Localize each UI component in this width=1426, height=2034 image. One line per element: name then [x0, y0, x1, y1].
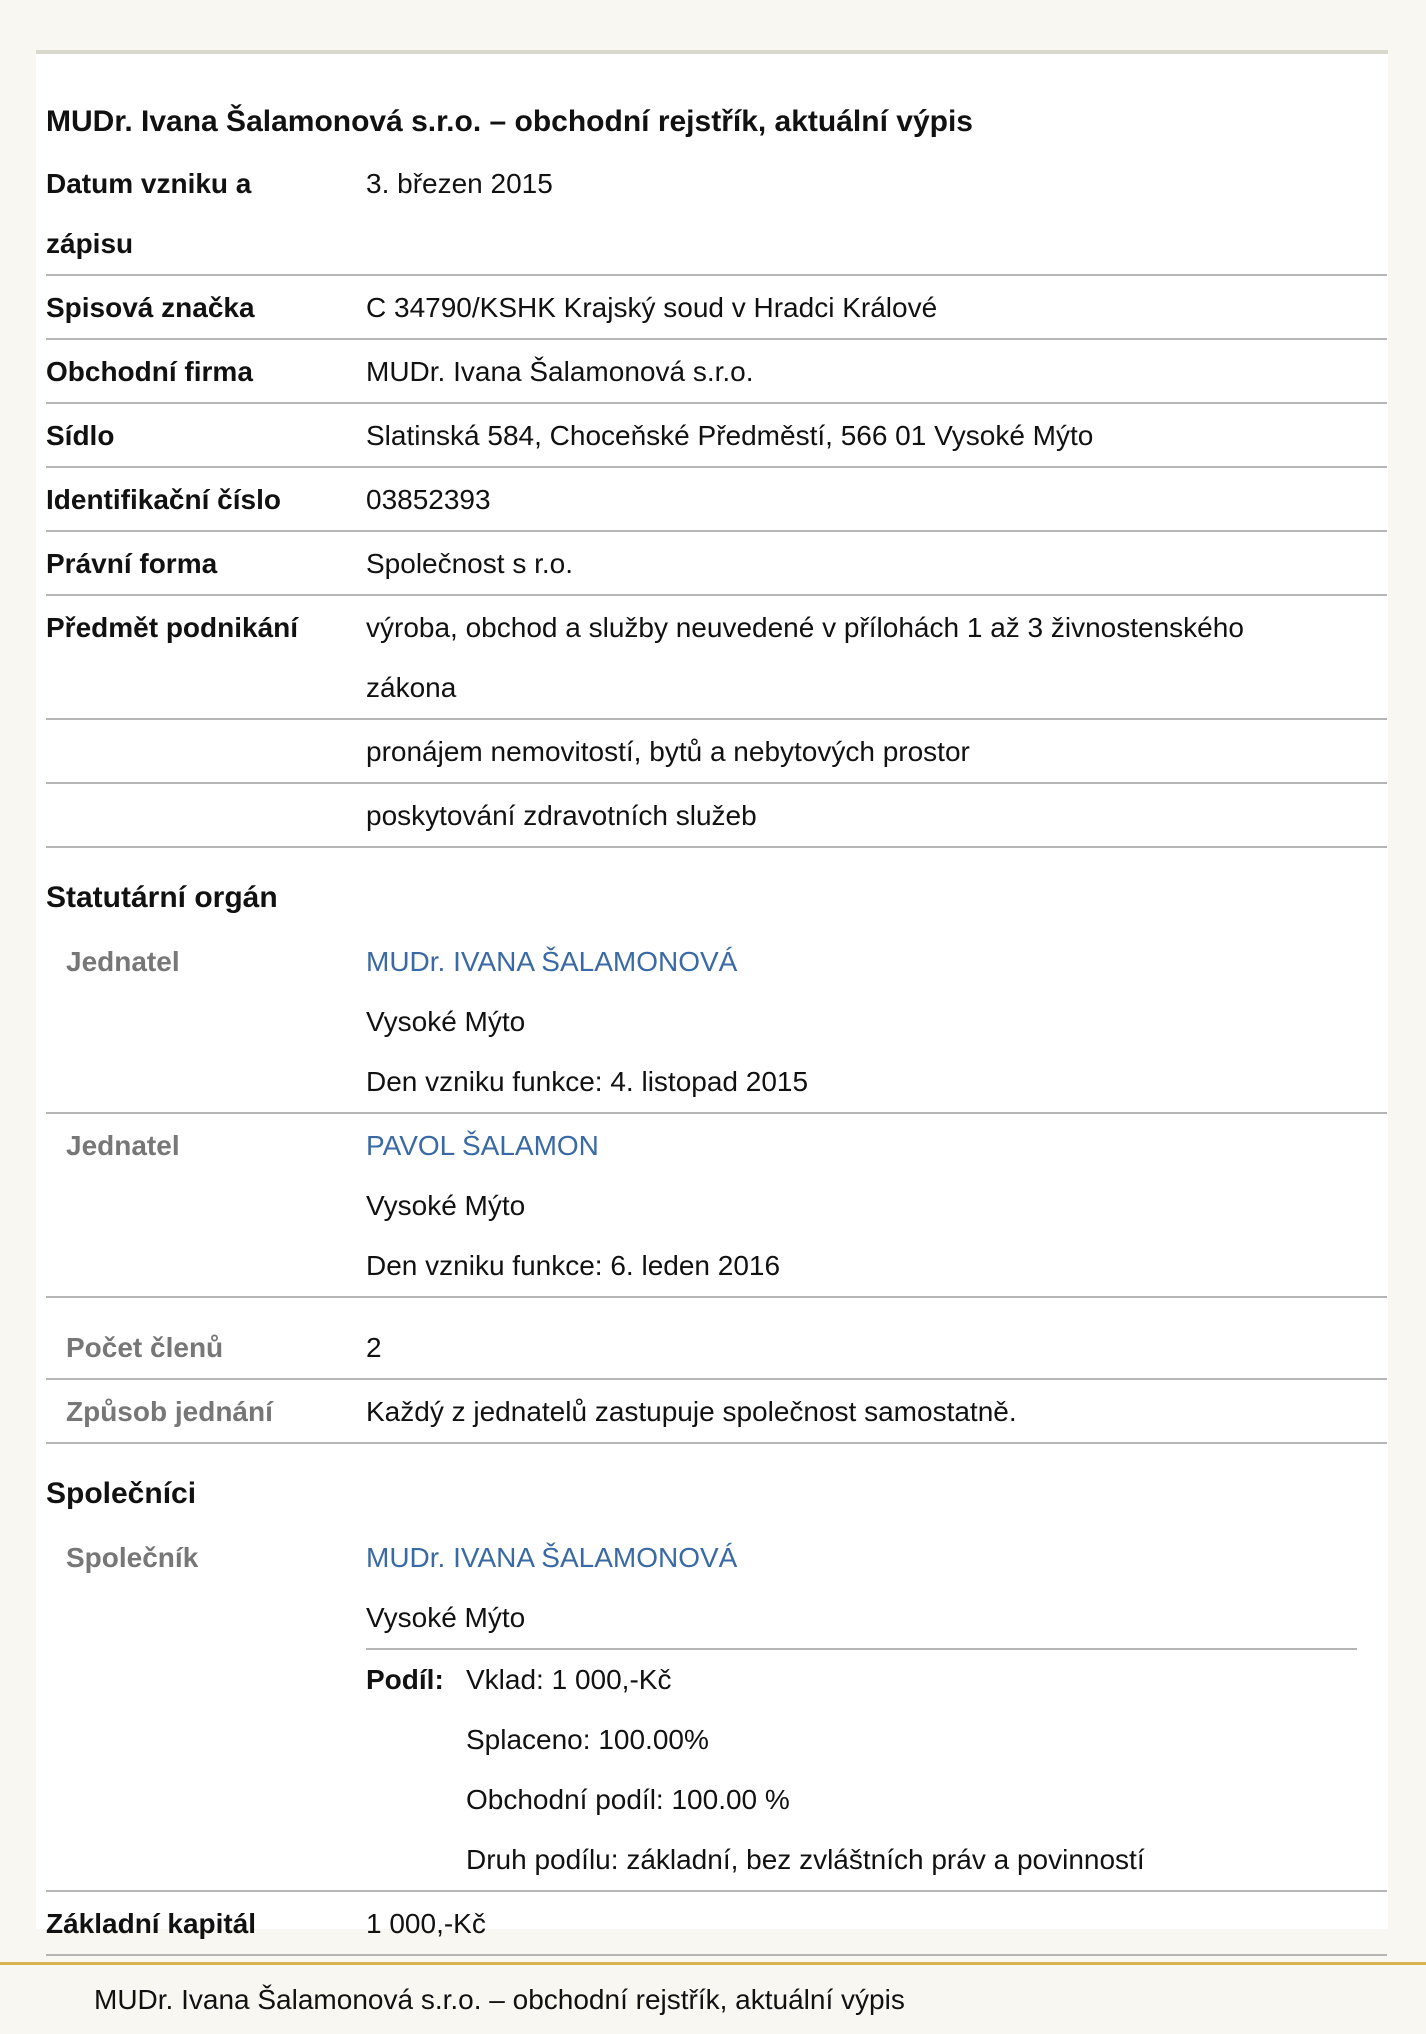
row-predmet-3: [46, 784, 1387, 848]
row-value: PAVOL ŠALAMON Vysoké Mýto Den vzniku funkce: 6. leden 2016: [366, 1114, 1387, 1296]
row-label: Jednatel: [66, 1130, 180, 1161]
row-label: Jednatel: [66, 946, 180, 977]
row-value: výroba, obchod a služby neuvedené v přílohách 1 až 3 živnostenského zákona: [366, 612, 1244, 703]
row-label: Základní kapitál: [46, 1908, 257, 1939]
row-spisova-znacka: [46, 276, 1387, 340]
row-value: pronájem nemovitostí, bytů a nebytových prostor: [366, 736, 970, 767]
row-predmet-1: [46, 596, 1387, 720]
share-block: [366, 1648, 1357, 1890]
row-sidlo: [46, 404, 1387, 468]
row-zakladni-kapital: [46, 1892, 1387, 1956]
row-value: 3. březen 2015: [366, 168, 553, 199]
row-value: Slatinská 584, Choceňské Předměstí, 566 01 Vysoké Mýto: [366, 420, 1094, 451]
row-label: Způsob jednání: [66, 1396, 273, 1427]
row-ico: [46, 468, 1387, 532]
footer-title: MUDr. Ivana Šalamonová s.r.o. – obchodní rejstřík, aktuální výpis: [94, 1984, 905, 2015]
row-value: 1 000,-Kč: [366, 1908, 486, 1939]
row-value: 03852393: [366, 484, 491, 515]
row-value: MUDr. IVANA ŠALAMONOVÁ Vysoké Mýto Den vzniku funkce: 4. listopad 2015: [366, 930, 1387, 1112]
row-jednatel-1: [46, 930, 1387, 1114]
share-label: Podíl:: [366, 1664, 444, 1695]
row-value: Každý z jednatelů zastupuje společnost samostatně.: [366, 1396, 1017, 1427]
row-value: C 34790/KSHK Krajský soud v Hradci Králové: [366, 292, 938, 323]
row-spolecnik: [46, 1526, 1387, 1892]
row-predmet-2: [46, 720, 1387, 784]
row-value: MUDr. Ivana Šalamonová s.r.o.: [366, 356, 754, 387]
section-heading-statutarni: Statutární orgán: [46, 881, 278, 914]
page-title: MUDr. Ivana Šalamonová s.r.o. – obchodní rejstřík, aktuální výpis: [46, 105, 973, 138]
person-link[interactable]: MUDr. IVANA ŠALAMONOVÁ: [366, 946, 738, 977]
row-pocet-clenu: [46, 1298, 1387, 1380]
section-heading-spolecnici: Společníci: [46, 1477, 197, 1510]
row-datum-vzniku: [46, 152, 1387, 276]
row-label: Počet členů: [66, 1332, 224, 1363]
person-link[interactable]: PAVOL ŠALAMON: [366, 1130, 599, 1161]
row-value: Společnost s r.o.: [366, 548, 574, 579]
row-zpusob-jednani: [46, 1380, 1387, 1444]
document-sheet: [36, 50, 1388, 1939]
person-link[interactable]: MUDr. IVANA ŠALAMONOVÁ: [366, 1542, 738, 1573]
row-label: Sídlo: [46, 420, 115, 451]
footer-divider: [0, 1962, 1426, 1965]
row-label: Předmět podnikání: [46, 612, 299, 643]
row-label: Společník: [66, 1542, 199, 1573]
row-label: Obchodní firma: [46, 356, 253, 387]
row-value: poskytování zdravotních služeb: [366, 800, 757, 831]
document-content: [46, 92, 1387, 1956]
row-value: MUDr. IVANA ŠALAMONOVÁ Vysoké Mýto Podíl: Vklad: 1 000,-Kč Splaceno: 100.00% Obchodní podíl: 100.00 % Druh podílu: základní, bez zvláštních práv a povinností: [366, 1526, 1387, 1890]
row-label: Právní forma: [46, 548, 218, 579]
row-label: Identifikační číslo: [46, 484, 281, 515]
row-pravni-forma: [46, 532, 1387, 596]
row-label: Datum vzniku a zápisu: [46, 168, 252, 259]
row-value: 2: [366, 1332, 382, 1363]
row-obchodni-firma: [46, 340, 1387, 404]
row-jednatel-2: [46, 1114, 1387, 1298]
share-details: Vklad: 1 000,-Kč Splaceno: 100.00% Obchodní podíl: 100.00 % Druh podílu: základní, bez zvláštních práv a povinností: [466, 1664, 1145, 1875]
row-label: Spisová značka: [46, 292, 255, 323]
